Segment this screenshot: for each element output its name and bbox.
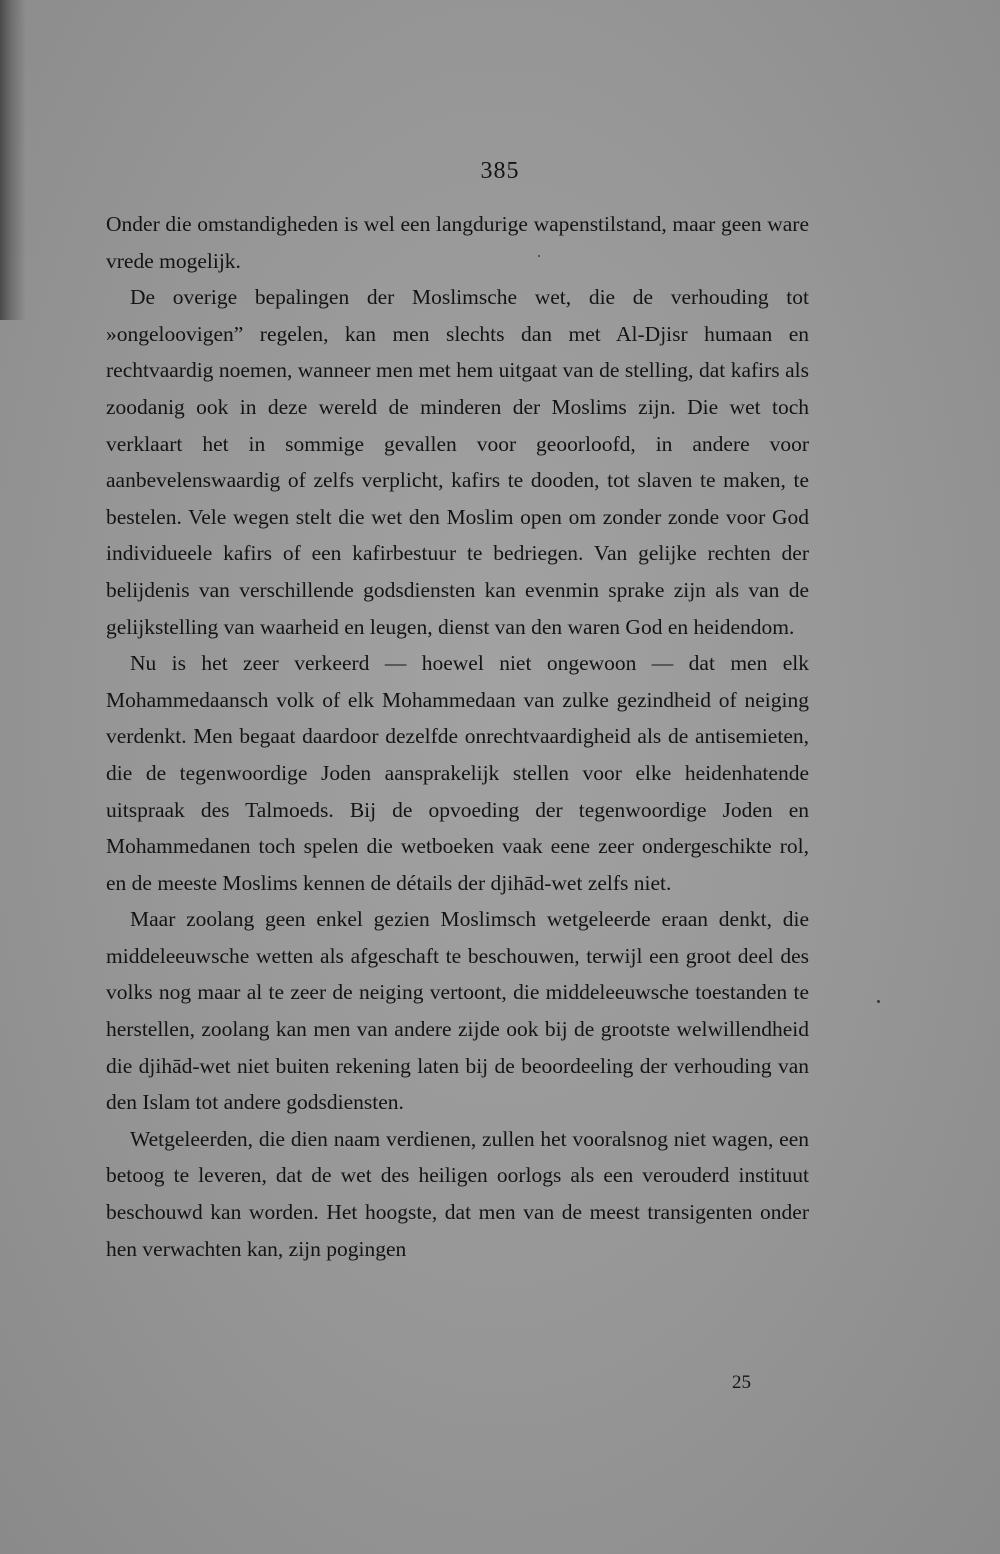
page-number: 385 (480, 158, 520, 184)
paragraph: Onder die omstandigheden is wel een langdurige wapenstilstand, maar geen ware vrede mogelijk. (106, 212, 809, 273)
paper-speck (877, 1000, 880, 1003)
paragraph: De overige bepalingen der Moslimsche wet, die de verhouding tot »ongeloovigen” regelen, kan men slechts dan met Al-Djisr humaan en rechtvaardig noemen, wanneer men met hem uitgaat van de stelling, dat kafirs als zoodanig ook in deze wereld de minderen der Moslims zijn. Die wet toch verklaart het in sommige gevallen voor geoorloofd, in andere voor aanbevelenswaardig of zelfs verplicht, kafirs te dooden, tot slaven te maken, te bestelen. Vele wegen stelt die wet den Moslim open om zonder zonde voor God individueele kafirs of een kafirbestuur te bedriegen. Van gelijke rechten der belijdenis van verschillende godsdiensten kan evenmin sprake zijn als van de gelijkstelling van waarheid en leugen, dienst van den waren God en heidendom. (106, 285, 809, 639)
paragraph: Maar zoolang geen enkel gezien Moslimsch wetgeleerde eraan denkt, die middeleeuwsche wetten als afgeschaft te beschouwen, terwijl een groot deel des volks nog maar al te zeer de neiging vertoont, die middeleeuwsche toestanden te herstellen, zoolang kan men van andere zijde ook bij de grootste welwillendheid die djihād-wet niet buiten rekening laten bij de beoordeeling der verhouding van den Islam tot andere godsdiensten. (106, 907, 809, 1115)
signature-mark: 25 (732, 1372, 751, 1393)
body-text (106, 206, 809, 1267)
paragraph: Wetgeleerden, die dien naam verdienen, zullen het vooralsnog niet wagen, een betoog te leveren, dat de wet des heiligen oorlogs als een verouderd instituut beschouwd kan worden. Het hoogste, dat men van de meest transigenten onder hen verwachten kan, zijn pogingen (106, 1126, 809, 1261)
paragraph: Nu is het zeer verkeerd — hoewel niet ongewoon — dat men elk Mohammedaansch volk of elk Mohammedaan van zulke gezindheid of neiging verdenkt. Men begaat daardoor dezelfde onrechtvaardigheid als de antisemieten, die de tegenwoordige Joden aansprakelijk stellen voor elke heidenhatende uitspraak des Talmoeds. Bij de opvoeding der tegenwoordige Joden en Mohammedanen toch spelen die wetboeken vaak eene zeer ondergeschikte rol, en de meeste Moslims kennen de détails der djihād-wet zelfs niet. (106, 651, 809, 895)
paper-speck (538, 255, 540, 257)
